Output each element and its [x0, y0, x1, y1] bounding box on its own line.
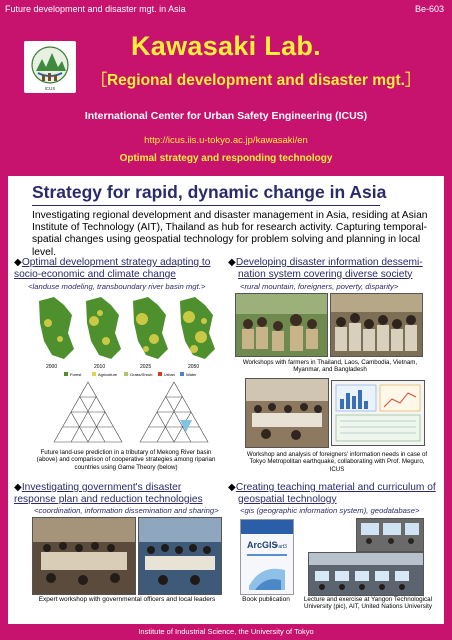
map-year-2050: 2050 [188, 364, 200, 370]
svg-text:ICUS: ICUS [44, 86, 56, 91]
section-1-caption: Future land-use prediction in a tributary of Mekong River basin (above) and comparison of cooperative strategies among riparian countries using Game Theory (below) [36, 449, 216, 471]
intro-text: Investigating regional development and disaster management in Asia, residing at Asian Institute of Technology (AIT), Thailand as hub for research activity. Capturing temporal-spatial changes using geospatial technology for problem solving and planning in local level. [32, 210, 428, 258]
legend-urban: Urban [164, 372, 175, 377]
book-part: Part3 [275, 544, 287, 550]
institute-name: International Center for Urban Safety Engineering (ICUS) [84, 110, 368, 122]
section-1-title: ◆Optimal development strategy adapting to socio-economic and climate change [14, 257, 211, 280]
section-4-title-line1: Creating teaching material and curriculum of [235, 482, 436, 493]
section-1-title-line2: socio-economic and climate change [14, 268, 176, 280]
section-2-subtitle: <rural mountain, foreigners, poverty, disparity> [240, 282, 399, 291]
section-4-title-line2: geospatial technology [238, 493, 337, 505]
map-year-2000: 2000 [46, 364, 58, 370]
section-4-caption-left: Book publication [242, 596, 290, 603]
lecture-photo-2 [308, 552, 424, 596]
legend-agriculture: Agriculture [98, 372, 118, 377]
landuse-maps [34, 293, 220, 379]
foreigners-workshop-photo [245, 378, 329, 448]
section-2-caption-1: Workshops with farmers in Thailand, Laos, Cambodia, Vietnam, Myanmar, and Bangladesh [242, 359, 418, 374]
top-bar [0, 0, 452, 19]
section-2-caption-2: Workshop and analysis of foreigners' information needs in case of Tokyo Metropolitan earthquake, collaborating with Prof. Meguro, ICUS [246, 451, 428, 473]
book-title: ArcGIS [247, 540, 278, 550]
footer: Institute of Industrial Science, the University of Tokyo [138, 627, 314, 636]
legend-forest: Forest [70, 372, 82, 377]
section-3-subtitle: <coordination, information dissemination and sharing> [34, 506, 219, 515]
arcgis-book-cover [240, 519, 294, 595]
expert-workshop-photo-2 [138, 517, 222, 595]
section-3-title: ◆Investigating government's disaster response plan and reduction technologies [14, 482, 203, 505]
information-needs-analysis-chart [331, 380, 425, 446]
content-panel [8, 176, 444, 624]
section-3-title-line2: response plan and reduction technologies [14, 493, 203, 505]
lab-theme: Optimal strategy and responding technology [119, 153, 333, 164]
section-2-title-line2: nation system covering diverse society [238, 268, 413, 280]
section-4-subtitle: <gis (geographic information system), geodatabase> [240, 506, 420, 515]
legend-grass: Grass/Shrub [130, 372, 153, 377]
farmers-workshop-photo-1 [235, 293, 328, 357]
top-bar-left-text: Future development and disaster mgt. in Asia [5, 4, 186, 14]
farmers-workshop-photo-2 [330, 293, 423, 357]
section-1-subtitle: <landuse modeling, transboundary river basin mgt.> [28, 282, 206, 291]
lab-url-link[interactable]: http://icus.iis.u-tokyo.ac.jp/kawasaki/en [144, 135, 308, 146]
lab-title: Kawasaki Lab. [131, 31, 321, 61]
title-divider [32, 205, 380, 206]
map-year-2010: 2010 [94, 364, 106, 370]
section-3-caption: Expert workshop with governmental officers and local leaders [38, 596, 216, 603]
lab-subtitle: ［Regional development and disaster mgt.］ [91, 72, 421, 89]
section-4-caption-right: Lecture and exercise at Yangon Technological University (pic), AIT, United Nations University [303, 596, 433, 611]
lecture-photo-1 [356, 518, 424, 552]
section-2-title-line1: Developing disaster information dessemi- [235, 257, 423, 268]
main-title: Strategy for rapid, dynamic change in Asia [32, 182, 387, 202]
section-3-title-line1: Investigating government's disaster [21, 482, 182, 493]
header [0, 19, 452, 176]
game-theory-triangles [46, 376, 216, 448]
section-4-title: ◆Creating teaching material and curriculum of geospatial technology [228, 482, 436, 505]
expert-workshop-photo-1 [32, 517, 136, 595]
map-year-2025: 2025 [140, 364, 152, 370]
section-2-title: ◆Developing disaster information dessemi- nation system covering diverse society [228, 257, 423, 280]
top-bar-right-text: Be-603 [414, 4, 444, 14]
legend-water: Water [186, 372, 197, 377]
section-1-title-line1: Optimal development strategy adapting to [21, 257, 211, 268]
